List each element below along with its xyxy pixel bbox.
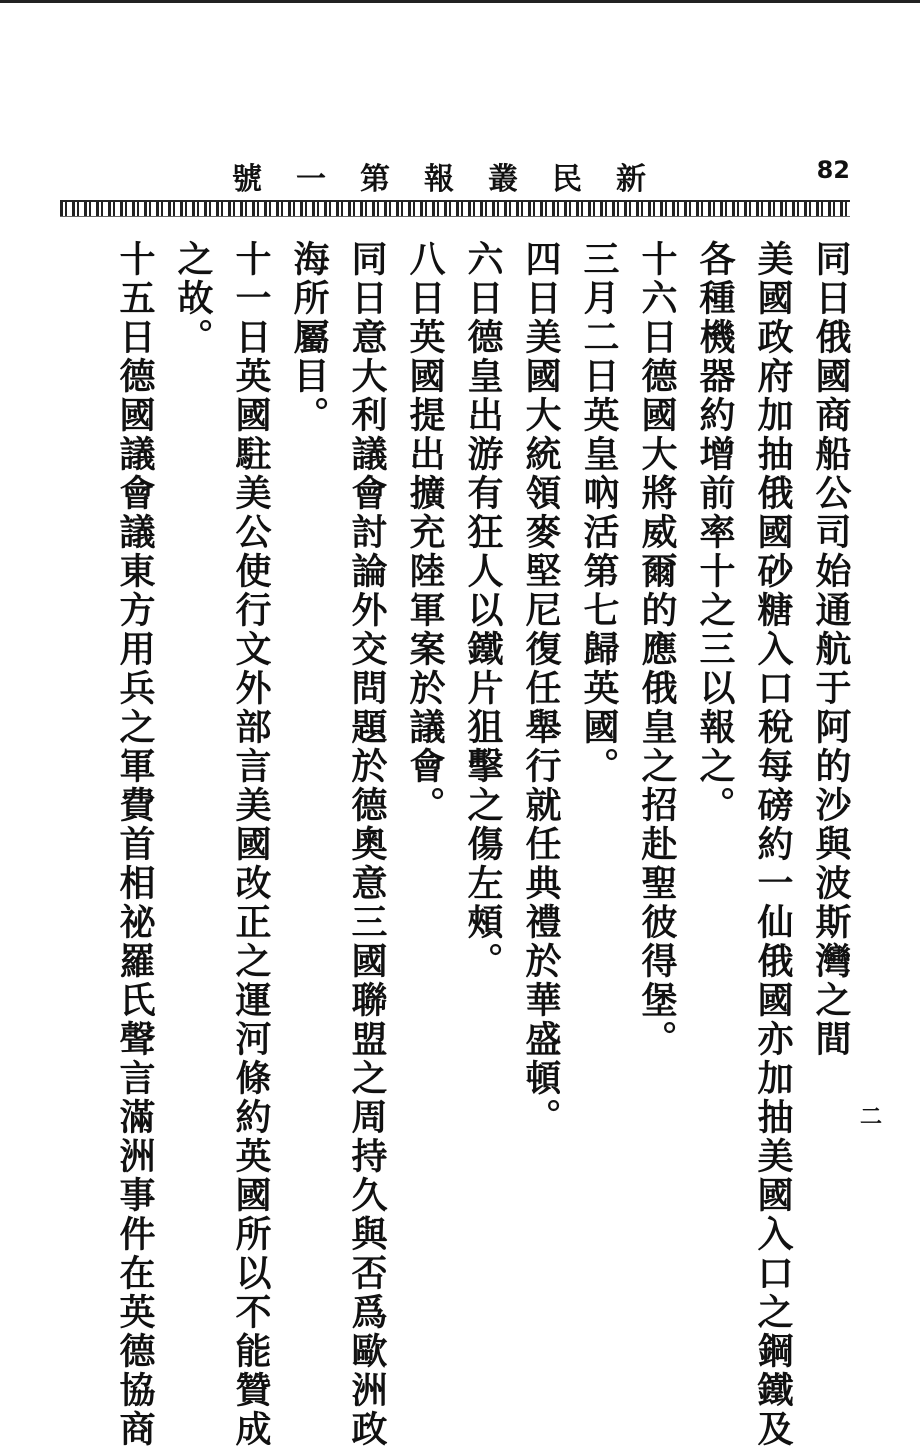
text-column: 四日美國大統領麥堅尼復任舉行就任典禮於華盛頓。: [520, 240, 562, 1137]
text-column: 之故。: [172, 240, 214, 357]
text-column: 同日意大利議會討論外交問題於德奧意三國聯盟之周持久與否爲歐洲政: [346, 240, 388, 1449]
top-rule: [0, 0, 920, 3]
text-column: 三月二日英皇吶活第七歸英國。: [578, 240, 620, 786]
body-text: [80, 240, 860, 1449]
margin-mark: 二: [860, 1104, 883, 1130]
text-column: 同日俄國商船公司始通航于阿的沙與波斯灣之間: [810, 240, 852, 1059]
header-divider: [60, 200, 850, 217]
text-column: 各種機器約增前率十之三以報之。: [694, 240, 736, 825]
text-column: 六日德皇出游有狂人以鐵片狙擊之傷左頰。: [462, 240, 504, 981]
text-column: 十一日英國駐美公使行文外部言美國改正之運河條約英國所以不能贊成: [230, 240, 272, 1449]
journal-title: 新民叢報第一號: [232, 162, 680, 197]
text-column: 十六日德國大將威爾的應俄皇之招赴聖彼得堡。: [636, 240, 678, 1059]
text-column: 十五日德國議會議東方用兵之軍費首相祕羅氏聲言滿洲事件在英德協商: [114, 240, 156, 1449]
text-column: 海所屬目。: [288, 240, 330, 435]
text-column: 美國政府加抽俄國砂糖入口稅每磅約一仙俄國亦加抽美國入口之鋼鐵及: [752, 240, 794, 1449]
page-header: [60, 150, 850, 200]
text-column: 八日英國提出擴充陸軍案於議會。: [404, 240, 446, 825]
page-number: 82: [816, 156, 850, 184]
